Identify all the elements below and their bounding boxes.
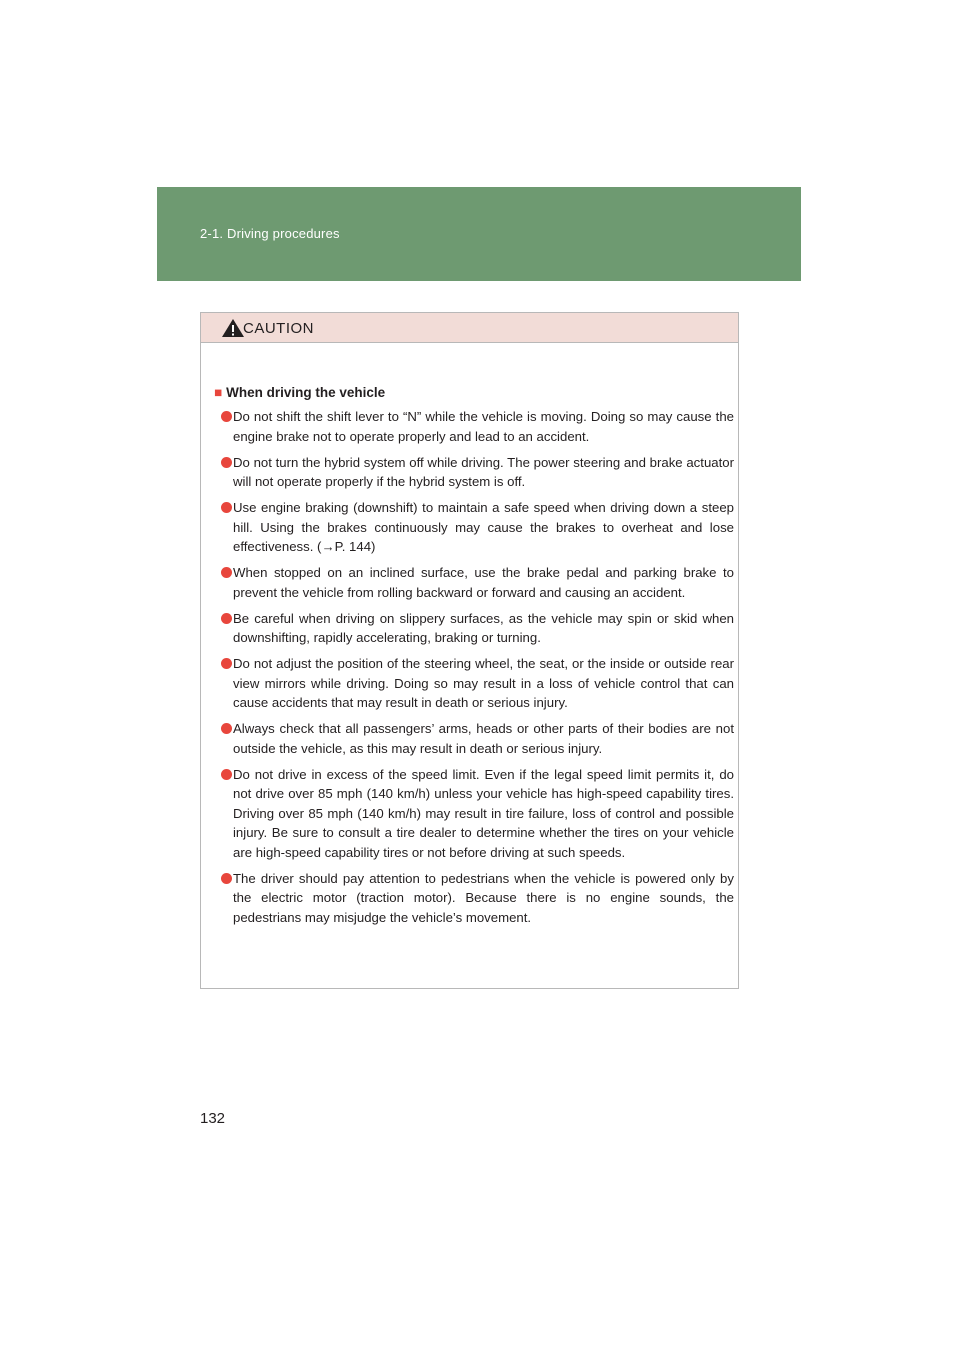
section-header-band [157, 187, 801, 281]
square-bullet-icon: ■ [214, 385, 223, 400]
bullet-dot-icon [221, 613, 232, 624]
list-item: Do not adjust the position of the steering wheel, the seat, or the inside or outside rear view mirrors while driving. Doing so may result in a loss of vehicle control that can cause accidents that may result in death or serious injury. [201, 654, 740, 713]
bullet-dot-icon [221, 658, 232, 669]
bullet-dot-icon [221, 411, 232, 422]
list-item: Do not shift the shift lever to “N” while the vehicle is moving. Doing so may cause the engine brake not to operate properly and lead to an accident. [201, 407, 740, 446]
list-item: Use engine braking (downshift) to maintain a safe speed when driving down a steep hill. Using the brakes continuously may cause the brakes to overheat and lose effectiveness. (→P. 144) [201, 498, 740, 557]
caution-title: CAUTION [243, 320, 314, 337]
list-item: The driver should pay attention to pedestrians when the vehicle is powered only by the electric motor (traction motor). Because there is no engine sounds, the pedestrians may misjudge the vehicle’s movement. [201, 869, 740, 928]
section-title: 2-1. Driving procedures [200, 226, 340, 241]
bullet-dot-icon [221, 502, 232, 513]
bullet-dot-icon [221, 769, 232, 780]
list-item: Do not turn the hybrid system off while driving. The power steering and brake actuator will not operate properly if the hybrid system is off. [201, 453, 740, 492]
warning-triangle-icon [221, 318, 245, 338]
caution-subheading-text: When driving the vehicle [226, 385, 386, 400]
caution-header [201, 313, 738, 343]
caution-bullet-list [201, 407, 740, 934]
list-item: Do not drive in excess of the speed limit. Even if the legal speed limit permits it, do not drive over 85 mph (140 km/h) unless your vehicle has high-speed capability tires. Driving over 85 mph (140 km/h) may result in tire failure, loss of control and possible injury. Be sure to consult a tire dealer to determine whether the tires on your vehicle are high-speed capability tires or not before driving at such speeds. [201, 765, 740, 863]
caution-subheading [214, 385, 385, 400]
caution-box [200, 312, 739, 989]
list-item: Be careful when driving on slippery surfaces, as the vehicle may spin or skid when downshifting, rapidly accelerating, braking or turning. [201, 609, 740, 648]
list-item: When stopped on an inclined surface, use the brake pedal and parking brake to prevent the vehicle from rolling backward or forward and causing an accident. [201, 563, 740, 602]
bullet-dot-icon [221, 873, 232, 884]
page-number: 132 [200, 1110, 226, 1127]
bullet-dot-icon [221, 567, 232, 578]
bullet-dot-icon [221, 723, 232, 734]
bullet-dot-icon [221, 457, 232, 468]
list-item: Always check that all passengers’ arms, heads or other parts of their bodies are not outside the vehicle, as this may result in death or serious injury. [201, 719, 740, 758]
